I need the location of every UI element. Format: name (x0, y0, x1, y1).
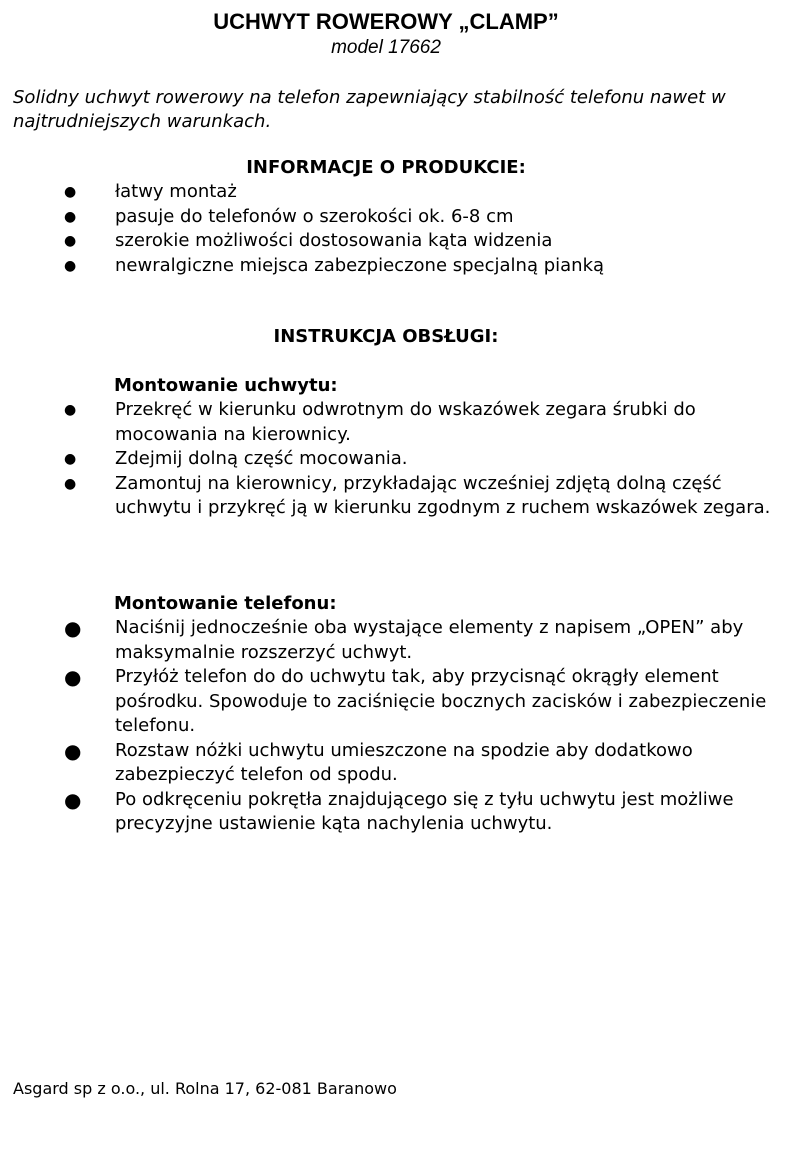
list-item (0, 254, 790, 279)
product-title: UCHWYT ROWEROWY „CLAMP” (213, 9, 559, 34)
mounting-phone-heading: Montowanie telefonu: (114, 593, 337, 614)
bullet-icon: ● (64, 665, 82, 689)
bullet-icon: ● (64, 475, 77, 492)
bullet-icon: ● (64, 787, 82, 812)
mounting-holder-heading: Montowanie uchwytu: (114, 375, 338, 396)
list-item-text: Rozstaw nóżki uchwytu umieszczone na spodzie aby dodatkowo zabezpieczyć telefon od spodu. (115, 739, 693, 785)
mounting-holder-list (0, 398, 790, 521)
product-model: model 17662 (331, 37, 441, 58)
bullet-icon: ● (64, 402, 77, 418)
bullet-icon: ● (64, 184, 77, 200)
list-item (0, 205, 790, 230)
list-item-text: newralgiczne miejsca zabezpieczone specjalną pianką (115, 254, 605, 276)
bullet-icon: ● (64, 451, 77, 467)
list-item-text: Zdejmij dolną część mocowania. (115, 448, 408, 469)
bullet-icon: ● (64, 257, 77, 274)
bullet-icon: ● (64, 738, 82, 763)
list-item-text: szerokie możliwości dostosowania kąta widzenia (115, 230, 553, 251)
list-item-text: łatwy montaż (115, 181, 237, 202)
list-item-text: Przyłóż telefon do do uchwytu tak, aby przycisnąć okrągły element pośrodku. Spowoduje to zaciśnięcie bocznych zacisków i zabezpieczenie telefonu. (115, 666, 767, 736)
list-item (0, 180, 790, 205)
list-item-text: Przekręć w kierunku odwrotnym do wskazówek zegara śrubki do mocowania na kierownicy. (115, 399, 696, 445)
list-item (0, 398, 790, 447)
bullet-icon: ● (64, 233, 77, 249)
list-item-text: Zamontuj na kierownicy, przykładając wcześniej zdjętą dolną część uchwytu i przykręć ją w kierunku zgodnym z ruchem wskazówek zegara. (115, 472, 771, 518)
product-info-heading: INFORMACJE O PRODUKCIE: (246, 157, 526, 178)
list-item (0, 788, 790, 837)
list-item (0, 665, 790, 739)
instructions-heading: INSTRUKCJA OBSŁUGI: (273, 326, 499, 347)
bullet-icon: ● (64, 616, 82, 640)
mounting-phone-list (0, 616, 790, 837)
list-item (0, 616, 790, 665)
company-address: Asgard sp z o.o., ul. Rolna 17, 62-081 Baranowo (13, 1079, 397, 1098)
product-intro: Solidny uchwyt rowerowy na telefon zapewniający stabilność telefonu nawet w najtrudniejszych warunkach. (13, 87, 726, 132)
list-item (0, 739, 790, 788)
product-info-list (0, 180, 790, 278)
list-item-text: pasuje do telefonów o szerokości ok. 6-8 cm (115, 205, 514, 227)
list-item (0, 472, 790, 521)
list-item-text: Po odkręceniu pokrętła znajdującego się z tyłu uchwytu jest możliwe precyzyjne ustawienie kąta nachylenia uchwytu. (115, 788, 734, 834)
bullet-icon: ● (64, 208, 77, 225)
list-item (0, 447, 790, 472)
list-item-text: Naciśnij jednocześnie oba wystające elementy z napisem „OPEN” aby maksymalnie rozszerzyć uchwyt. (115, 617, 744, 663)
list-item (0, 229, 790, 254)
